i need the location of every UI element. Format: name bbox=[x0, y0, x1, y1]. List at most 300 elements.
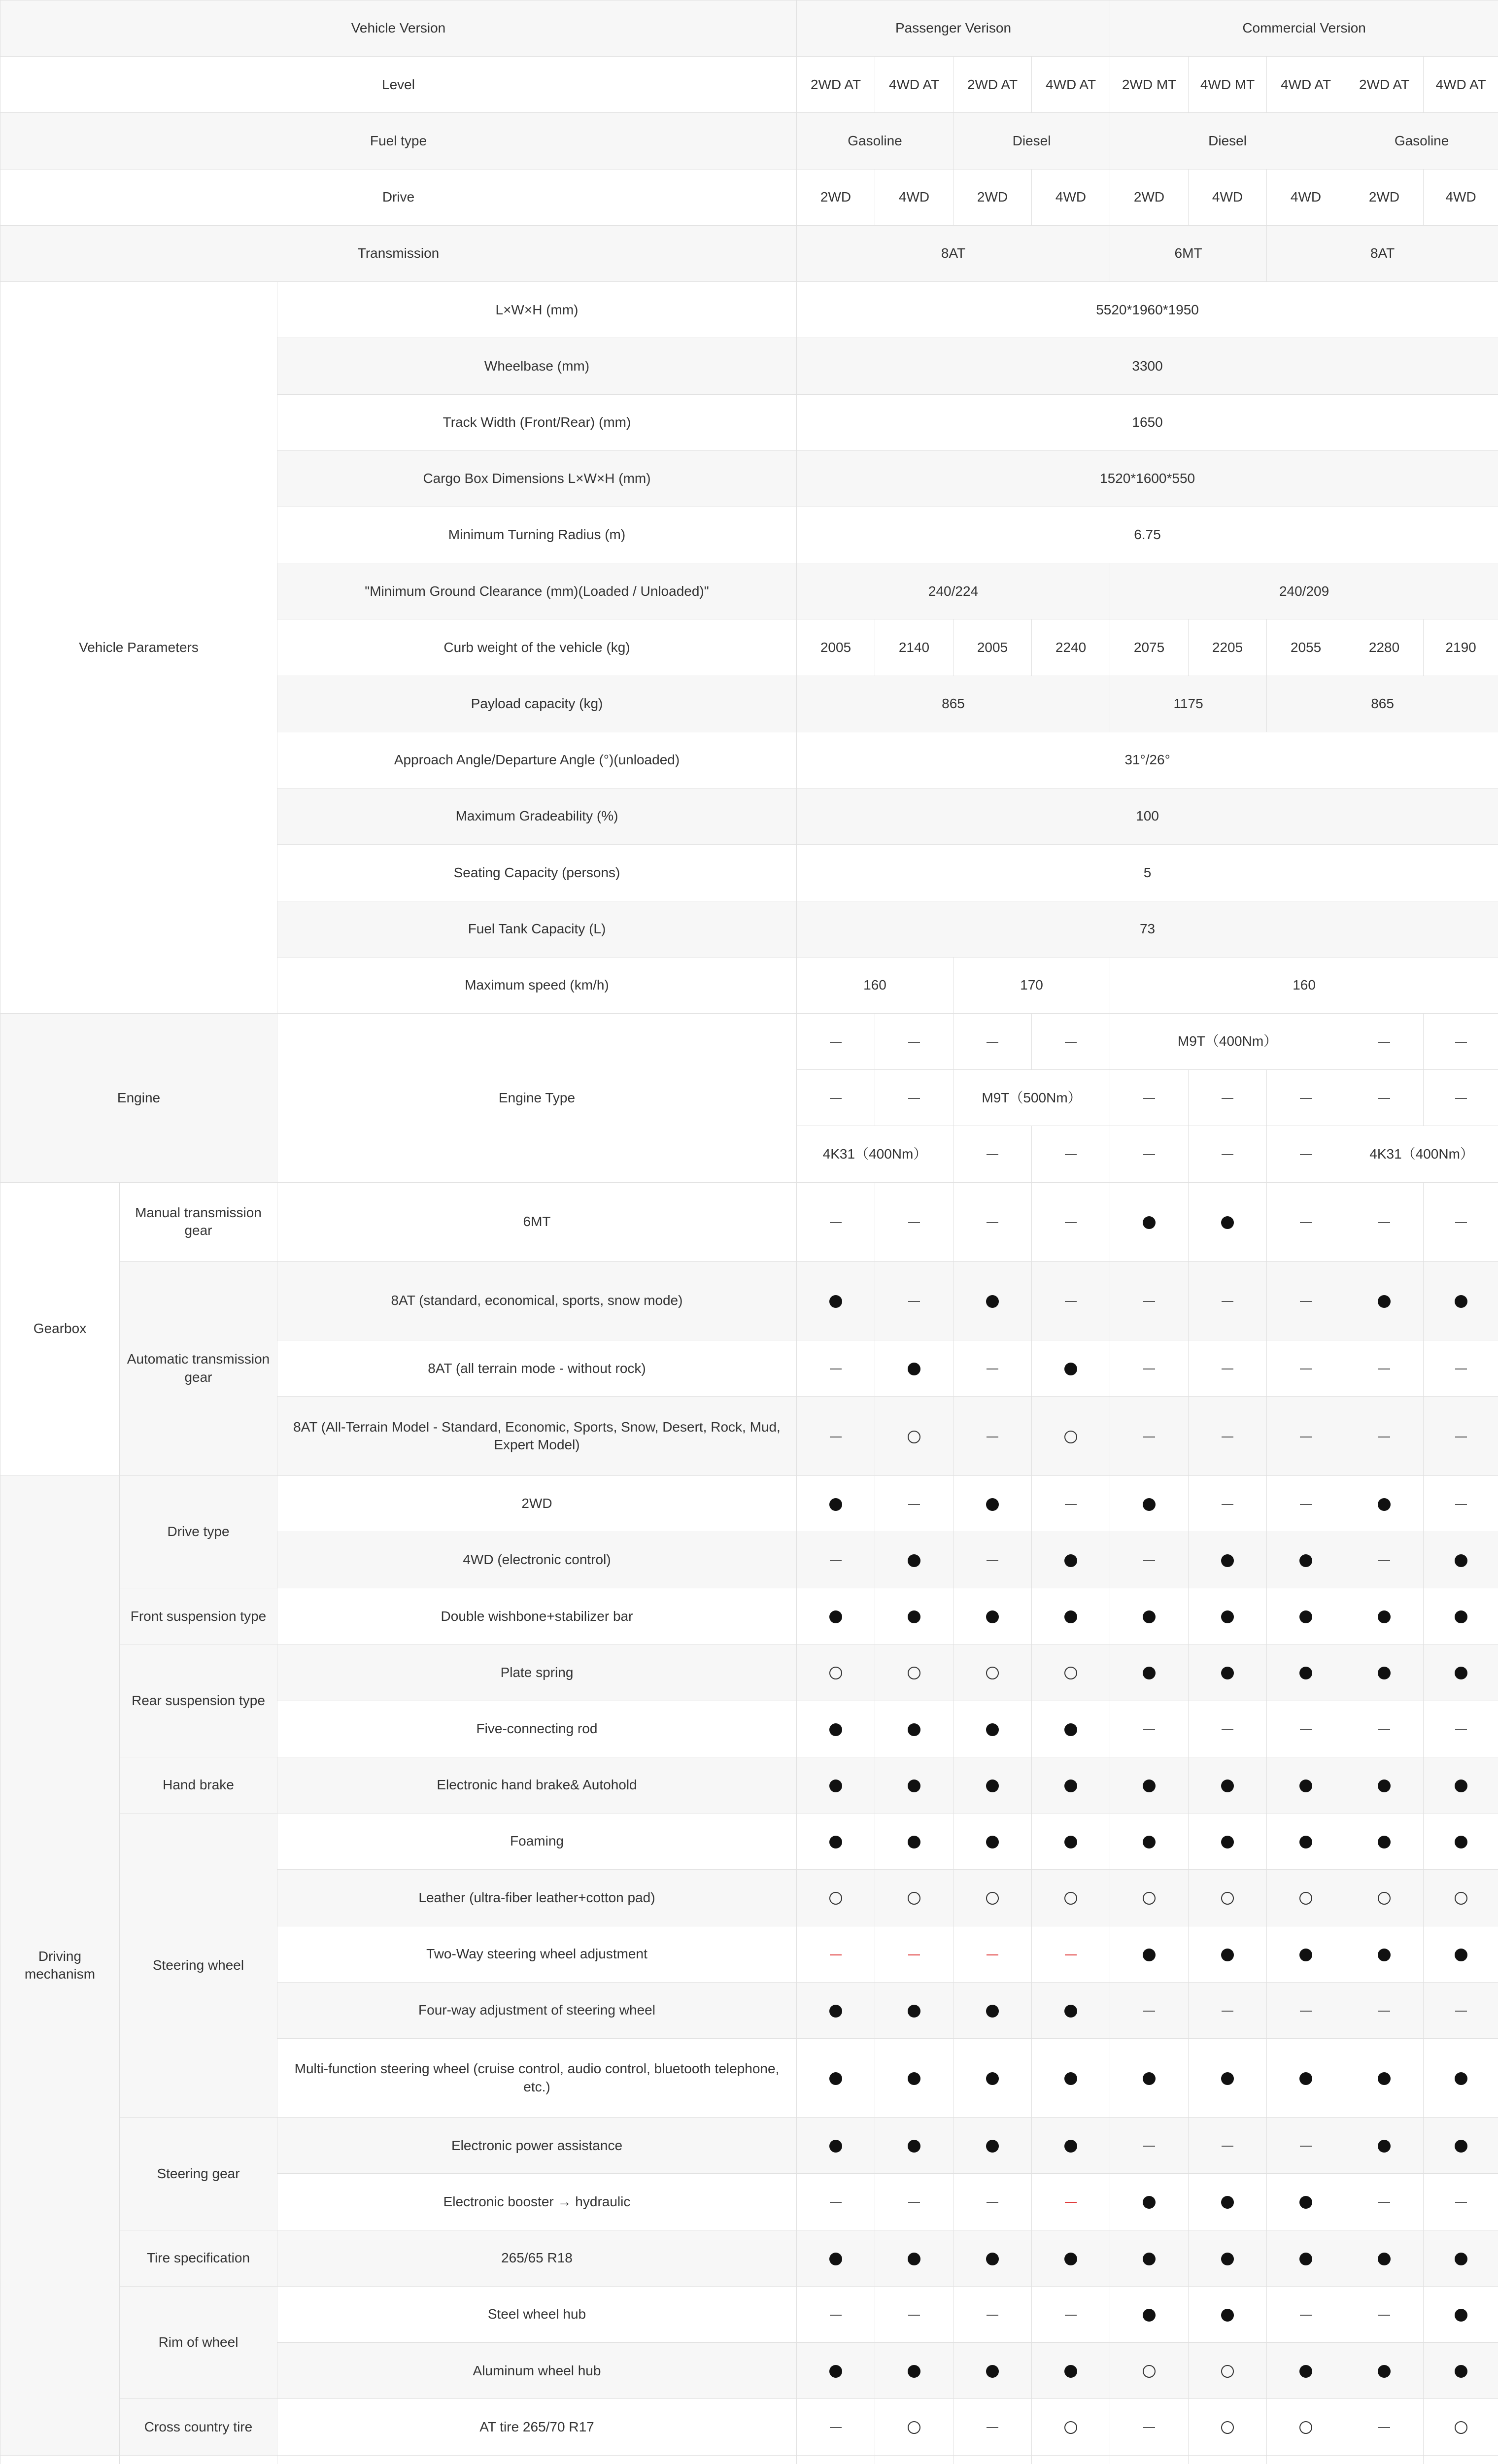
dash-icon bbox=[908, 1222, 920, 1223]
availability-cell bbox=[875, 1814, 953, 1870]
availability-cell bbox=[797, 1261, 875, 1340]
dash-icon bbox=[1345, 1013, 1424, 1069]
param-label: Approach Angle/Departure Angle (°)(unloaded) bbox=[277, 732, 797, 788]
rim-label: Rim of wheel bbox=[120, 2286, 277, 2398]
param-label: Seating Capacity (persons) bbox=[277, 845, 797, 901]
manual-gear-label: Manual transmission gear bbox=[120, 1182, 277, 1261]
param-value: 3300 bbox=[797, 338, 1498, 394]
level-cell: 4WD AT bbox=[1267, 57, 1345, 113]
circle-icon bbox=[1143, 2365, 1156, 2378]
fuel-cell: Gasoline bbox=[1345, 113, 1498, 169]
availability-cell bbox=[1267, 1644, 1345, 1701]
availability-cell bbox=[1189, 2455, 1267, 2464]
dot-icon bbox=[1143, 2072, 1156, 2085]
dash-icon bbox=[908, 1954, 920, 1955]
dot-icon bbox=[1455, 2072, 1467, 2085]
availability-cell bbox=[1189, 2230, 1267, 2286]
availability-cell bbox=[1424, 2038, 1498, 2117]
availability-cell bbox=[1424, 1757, 1498, 1813]
level-label: Level bbox=[0, 57, 797, 113]
availability-cell bbox=[1345, 1870, 1424, 1926]
dot-icon bbox=[1064, 1836, 1077, 1848]
fuel-row bbox=[0, 113, 1498, 169]
dot-icon bbox=[1221, 1554, 1234, 1567]
driving-row bbox=[0, 1644, 1498, 1701]
availability-cell bbox=[1267, 2455, 1345, 2464]
availability-cell bbox=[1189, 1397, 1267, 1475]
feature-label: Aluminum wheel hub bbox=[277, 2343, 797, 2399]
availability-cell bbox=[1110, 1475, 1189, 1532]
dash-icon bbox=[830, 2427, 842, 2428]
param-value: 6.75 bbox=[797, 507, 1498, 563]
availability-cell bbox=[797, 2174, 875, 2230]
dot-icon bbox=[1143, 1610, 1156, 1623]
dot-icon bbox=[1064, 2253, 1077, 2265]
feature-label: Double wishbone+stabilizer bar bbox=[277, 1588, 797, 1644]
circle-icon bbox=[1455, 1892, 1467, 1905]
availability-cell bbox=[1267, 1870, 1345, 1926]
dash-icon bbox=[830, 2202, 842, 2203]
param-value: 31°/26° bbox=[797, 732, 1498, 788]
dash-icon bbox=[1455, 2011, 1467, 2012]
level-cell: 4WD MT bbox=[1189, 57, 1267, 113]
availability-cell bbox=[1189, 1982, 1267, 2038]
dot-icon bbox=[1221, 1780, 1234, 1792]
availability-cell bbox=[1424, 1397, 1498, 1475]
availability-cell bbox=[1032, 2286, 1110, 2342]
availability-cell bbox=[1032, 1757, 1110, 1813]
param-value: 5520*1960*1950 bbox=[797, 282, 1498, 338]
engine-value: 4K31（400Nm） bbox=[1345, 1126, 1498, 1182]
dot-icon bbox=[829, 1836, 842, 1848]
steering-wheel-label: Steering wheel bbox=[120, 1814, 277, 2118]
transmission-cell: 8AT bbox=[797, 225, 1110, 281]
param-label: Track Width (Front/Rear) (mm) bbox=[277, 394, 797, 450]
rear-suspension-label: Rear suspension type bbox=[120, 1644, 277, 1757]
availability-cell bbox=[1110, 1982, 1189, 2038]
drive-cell: 4WD bbox=[1189, 169, 1267, 225]
dash-icon bbox=[875, 1013, 953, 1069]
availability-cell bbox=[953, 1182, 1032, 1261]
driving-row bbox=[0, 2230, 1498, 2286]
dot-icon bbox=[1143, 1949, 1156, 1961]
transmission-row bbox=[0, 225, 1498, 281]
dot-icon bbox=[1378, 1295, 1391, 1308]
front-suspension-label: Front suspension type bbox=[120, 1588, 277, 1644]
dash-icon bbox=[1189, 1070, 1267, 1126]
dot-icon bbox=[908, 2072, 920, 2085]
dot-icon bbox=[1455, 2365, 1467, 2378]
availability-cell bbox=[797, 1870, 875, 1926]
dash-icon bbox=[1300, 1504, 1312, 1505]
availability-cell bbox=[1424, 1340, 1498, 1397]
dot-icon bbox=[908, 2140, 920, 2153]
availability-cell bbox=[1189, 1261, 1267, 1340]
availability-cell bbox=[875, 2343, 953, 2399]
param-label: Fuel Tank Capacity (L) bbox=[277, 901, 797, 957]
dot-icon bbox=[1378, 1610, 1391, 1623]
availability-cell bbox=[1110, 1588, 1189, 1644]
circle-icon bbox=[829, 1892, 842, 1905]
dash-icon bbox=[1300, 1222, 1312, 1223]
fuel-label: Fuel type bbox=[0, 113, 797, 169]
dot-icon bbox=[1299, 1610, 1312, 1623]
fuel-cell: Gasoline bbox=[797, 113, 953, 169]
availability-cell bbox=[1424, 1701, 1498, 1757]
dash-icon bbox=[1189, 1126, 1267, 1182]
availability-cell bbox=[1345, 1757, 1424, 1813]
availability-cell bbox=[797, 1982, 875, 2038]
availability-cell bbox=[1345, 2343, 1424, 2399]
driving-row bbox=[0, 1814, 1498, 1870]
dash-icon bbox=[908, 1504, 920, 1505]
dot-icon bbox=[986, 1780, 999, 1792]
availability-cell bbox=[1189, 1814, 1267, 1870]
dot-icon bbox=[1455, 1554, 1467, 1567]
dot-icon bbox=[1455, 1949, 1467, 1961]
dash-icon bbox=[1455, 1504, 1467, 1505]
feature-label: Multi-function steering wheel (cruise control, audio control, bluetooth telephone, etc.) bbox=[277, 2038, 797, 2117]
dot-icon bbox=[829, 1723, 842, 1736]
param-row bbox=[0, 282, 1498, 338]
circle-icon bbox=[1455, 2421, 1467, 2434]
dash-icon bbox=[1267, 1126, 1345, 1182]
availability-cell bbox=[1110, 2343, 1189, 2399]
param-value: 2205 bbox=[1189, 619, 1267, 676]
feature-label: Five-connecting rod bbox=[277, 1701, 797, 1757]
availability-cell bbox=[875, 2230, 953, 2286]
availability-cell bbox=[953, 1757, 1032, 1813]
dot-icon bbox=[1455, 2309, 1467, 2322]
dot-icon bbox=[1299, 1949, 1312, 1961]
availability-cell bbox=[1110, 2118, 1189, 2174]
dot-icon bbox=[1064, 1610, 1077, 1623]
availability-cell bbox=[1189, 1340, 1267, 1397]
dash-icon bbox=[830, 1560, 842, 1561]
dot-icon bbox=[829, 2365, 842, 2378]
availability-cell bbox=[953, 1814, 1032, 1870]
availability-cell bbox=[1032, 1644, 1110, 1701]
availability-cell bbox=[953, 2230, 1032, 2286]
availability-cell bbox=[875, 1588, 953, 1644]
availability-cell bbox=[1345, 2455, 1424, 2464]
circle-icon bbox=[908, 1667, 920, 1679]
availability-cell bbox=[1345, 1182, 1424, 1261]
audio-group bbox=[0, 2455, 120, 2464]
availability-cell bbox=[1032, 1926, 1110, 1982]
availability-cell bbox=[1345, 1588, 1424, 1644]
availability-cell bbox=[953, 1870, 1032, 1926]
transmission-cell: 8AT bbox=[1267, 225, 1498, 281]
feature-label bbox=[277, 2455, 797, 2464]
param-label: Minimum Turning Radius (m) bbox=[277, 507, 797, 563]
availability-cell bbox=[1424, 1982, 1498, 2038]
param-value: 2005 bbox=[953, 619, 1032, 676]
dot-icon bbox=[829, 1295, 842, 1308]
availability-cell bbox=[1189, 1532, 1267, 1588]
dot-icon bbox=[1299, 1554, 1312, 1567]
engine-value: M9T（500Nm） bbox=[953, 1070, 1110, 1126]
transmission-label: Transmission bbox=[0, 225, 797, 281]
param-value: 2240 bbox=[1032, 619, 1110, 676]
availability-cell bbox=[1424, 2399, 1498, 2455]
driving-mechanism-group: Driving mechanism bbox=[0, 1475, 120, 2455]
drive-cell: 4WD bbox=[875, 169, 953, 225]
availability-cell bbox=[953, 2118, 1032, 2174]
dash-icon bbox=[1032, 1013, 1110, 1069]
dot-icon bbox=[829, 1780, 842, 1792]
circle-icon bbox=[1064, 1892, 1077, 1905]
availability-cell bbox=[1189, 2174, 1267, 2230]
drive-cell: 4WD bbox=[1267, 169, 1345, 225]
dot-icon bbox=[1064, 2365, 1077, 2378]
availability-cell bbox=[1267, 1926, 1345, 1982]
availability-cell bbox=[797, 2038, 875, 2117]
availability-cell bbox=[1424, 1475, 1498, 1532]
circle-icon bbox=[829, 1667, 842, 1679]
tire-spec-label: Tire specification bbox=[120, 2230, 277, 2286]
param-label: Cargo Box Dimensions L×W×H (mm) bbox=[277, 450, 797, 507]
availability-cell bbox=[953, 2399, 1032, 2455]
dot-icon bbox=[1299, 2196, 1312, 2209]
availability-cell bbox=[953, 1397, 1032, 1475]
dash-icon bbox=[1300, 2315, 1312, 2316]
drive-cell: 4WD bbox=[1032, 169, 1110, 225]
dot-icon bbox=[1221, 2253, 1234, 2265]
dash-icon bbox=[1143, 2427, 1155, 2428]
dash-icon bbox=[1065, 1222, 1077, 1223]
vehicle-version-label: Vehicle Version bbox=[0, 0, 797, 57]
drive-cell: 4WD bbox=[1424, 169, 1498, 225]
availability-cell bbox=[1110, 2230, 1189, 2286]
param-value: 73 bbox=[797, 901, 1498, 957]
dot-icon bbox=[1064, 1554, 1077, 1567]
dot-icon bbox=[1299, 1780, 1312, 1792]
availability-cell bbox=[797, 2455, 875, 2464]
dot-icon bbox=[1378, 1780, 1391, 1792]
dot-icon bbox=[1221, 1667, 1234, 1679]
level-cell: 2WD MT bbox=[1110, 57, 1189, 113]
availability-cell bbox=[1345, 2399, 1424, 2455]
availability-cell bbox=[1032, 1814, 1110, 1870]
availability-cell bbox=[1189, 1926, 1267, 1982]
param-label: Maximum speed (km/h) bbox=[277, 957, 797, 1013]
feature-label: Electronic booster → hydraulic bbox=[277, 2174, 797, 2230]
dot-icon bbox=[1455, 1667, 1467, 1679]
level-cell: 2WD AT bbox=[953, 57, 1032, 113]
availability-cell bbox=[1110, 1701, 1189, 1757]
availability-cell bbox=[1267, 2343, 1345, 2399]
availability-cell bbox=[1345, 2038, 1424, 2117]
circle-icon bbox=[1299, 1892, 1312, 1905]
availability-cell bbox=[875, 2286, 953, 2342]
availability-cell bbox=[1424, 1814, 1498, 1870]
dash-icon bbox=[1378, 2315, 1390, 2316]
availability-cell bbox=[1267, 1701, 1345, 1757]
availability-cell bbox=[1032, 1261, 1110, 1340]
availability-cell bbox=[1424, 1532, 1498, 1588]
dash-icon bbox=[1300, 2146, 1312, 2147]
param-value: 240/224 bbox=[797, 563, 1110, 619]
driving-row bbox=[0, 2118, 1498, 2174]
availability-cell bbox=[1110, 1340, 1189, 1397]
dash-icon bbox=[1065, 2202, 1077, 2203]
availability-cell bbox=[1424, 2455, 1498, 2464]
availability-cell bbox=[1189, 1182, 1267, 1261]
availability-cell bbox=[875, 1926, 953, 1982]
dash-icon bbox=[953, 1126, 1032, 1182]
dash-icon bbox=[1222, 2146, 1233, 2147]
availability-cell bbox=[953, 1701, 1032, 1757]
availability-cell bbox=[1345, 1644, 1424, 1701]
availability-cell bbox=[953, 2343, 1032, 2399]
circle-icon bbox=[908, 1431, 920, 1443]
dot-icon bbox=[1064, 1723, 1077, 1736]
dash-icon bbox=[1222, 1504, 1233, 1505]
dash-icon bbox=[1267, 1070, 1345, 1126]
dot-icon bbox=[1221, 1836, 1234, 1848]
availability-cell bbox=[1110, 1757, 1189, 1813]
circle-icon bbox=[986, 1892, 999, 1905]
availability-cell bbox=[1267, 1182, 1345, 1261]
availability-cell bbox=[875, 2118, 953, 2174]
availability-cell bbox=[1424, 1182, 1498, 1261]
availability-cell bbox=[1189, 1475, 1267, 1532]
availability-cell bbox=[797, 1532, 875, 1588]
circle-icon bbox=[908, 2421, 920, 2434]
availability-cell bbox=[1032, 1701, 1110, 1757]
availability-cell bbox=[875, 1261, 953, 1340]
engine-value: 4K31（400Nm） bbox=[797, 1126, 953, 1182]
dash-icon bbox=[797, 1013, 875, 1069]
dash-icon bbox=[953, 1013, 1032, 1069]
availability-cell bbox=[797, 2399, 875, 2455]
availability-cell bbox=[797, 1588, 875, 1644]
dash-icon bbox=[1455, 1222, 1467, 1223]
availability-cell bbox=[953, 2038, 1032, 2117]
availability-cell bbox=[1189, 1870, 1267, 1926]
availability-cell bbox=[1110, 1397, 1189, 1475]
engine-row bbox=[0, 1013, 1498, 1069]
param-label: Wheelbase (mm) bbox=[277, 338, 797, 394]
availability-cell bbox=[1110, 1182, 1189, 1261]
dot-icon bbox=[908, 1780, 920, 1792]
availability-cell bbox=[1110, 2286, 1189, 2342]
circle-icon bbox=[1221, 2421, 1234, 2434]
param-value: 100 bbox=[797, 788, 1498, 845]
availability-cell bbox=[1032, 1982, 1110, 2038]
dash-icon bbox=[987, 2315, 998, 2316]
dash-icon bbox=[1455, 2202, 1467, 2203]
availability-cell bbox=[1032, 1182, 1110, 1261]
dash-icon bbox=[830, 2315, 842, 2316]
dot-icon bbox=[829, 1498, 842, 1511]
availability-cell bbox=[1032, 2455, 1110, 2464]
availability-cell bbox=[875, 1532, 953, 1588]
availability-cell bbox=[1424, 1644, 1498, 1701]
param-value: 2005 bbox=[797, 619, 875, 676]
availability-cell bbox=[1032, 2118, 1110, 2174]
dot-icon bbox=[1143, 2253, 1156, 2265]
transmission-cell: 6MT bbox=[1110, 225, 1267, 281]
param-label: "Minimum Ground Clearance (mm)(Loaded / Unloaded)" bbox=[277, 563, 797, 619]
dot-icon bbox=[908, 2253, 920, 2265]
availability-cell bbox=[1032, 2230, 1110, 2286]
drive-cell: 2WD bbox=[797, 169, 875, 225]
availability-cell bbox=[953, 1982, 1032, 2038]
feature-label: Steel wheel hub bbox=[277, 2286, 797, 2342]
dot-icon bbox=[1064, 2005, 1077, 2018]
dot-icon bbox=[908, 1836, 920, 1848]
availability-cell bbox=[797, 2286, 875, 2342]
param-value: 2075 bbox=[1110, 619, 1189, 676]
dash-icon bbox=[1378, 1222, 1390, 1223]
param-value: 240/209 bbox=[1110, 563, 1498, 619]
dash-icon bbox=[1424, 1013, 1498, 1069]
hand-brake-label: Hand brake bbox=[120, 1757, 277, 1813]
dot-icon bbox=[829, 2005, 842, 2018]
dot-icon bbox=[1455, 1836, 1467, 1848]
feature-label: Plate spring bbox=[277, 1644, 797, 1701]
availability-cell bbox=[1110, 1926, 1189, 1982]
dot-icon bbox=[1143, 1667, 1156, 1679]
availability-cell bbox=[953, 1261, 1032, 1340]
dot-icon bbox=[1378, 2140, 1391, 2153]
dash-icon bbox=[1300, 1729, 1312, 1730]
circle-icon bbox=[1221, 2365, 1234, 2378]
dash-icon bbox=[1110, 1126, 1189, 1182]
dash-icon bbox=[1378, 1560, 1390, 1561]
param-value: 2190 bbox=[1424, 619, 1498, 676]
dot-icon bbox=[1455, 1295, 1467, 1308]
audio-row bbox=[0, 2455, 1498, 2464]
availability-cell bbox=[1110, 1261, 1189, 1340]
param-value: 865 bbox=[797, 676, 1110, 732]
availability-cell bbox=[1267, 1340, 1345, 1397]
availability-cell bbox=[1345, 1814, 1424, 1870]
dot-icon bbox=[1299, 2365, 1312, 2378]
auto-gear-label: Automatic transmission gear bbox=[120, 1261, 277, 1475]
availability-cell bbox=[1345, 2118, 1424, 2174]
availability-cell bbox=[1110, 1870, 1189, 1926]
feature-label: Electronic power assistance bbox=[277, 2118, 797, 2174]
availability-cell bbox=[1032, 1340, 1110, 1397]
level-cell: 4WD AT bbox=[1032, 57, 1110, 113]
dash-icon bbox=[987, 1560, 998, 1561]
availability-cell bbox=[875, 1182, 953, 1261]
fuel-cell: Diesel bbox=[1110, 113, 1345, 169]
availability-cell bbox=[1267, 2038, 1345, 2117]
availability-cell bbox=[1267, 1261, 1345, 1340]
steering-gear-label: Steering gear bbox=[120, 2118, 277, 2230]
availability-cell bbox=[1267, 1532, 1345, 1588]
availability-cell bbox=[1267, 1475, 1345, 1532]
availability-cell bbox=[875, 2038, 953, 2117]
feature-label: 4WD (electronic control) bbox=[277, 1532, 797, 1588]
availability-cell bbox=[1345, 2174, 1424, 2230]
param-value: 1175 bbox=[1110, 676, 1267, 732]
feature-label: Four-way adjustment of steering wheel bbox=[277, 1982, 797, 2038]
dash-icon bbox=[1378, 2202, 1390, 2203]
dash-icon bbox=[1143, 2011, 1155, 2012]
feature-label: 2WD bbox=[277, 1475, 797, 1532]
availability-cell bbox=[1267, 1397, 1345, 1475]
availability-cell bbox=[1189, 2286, 1267, 2342]
availability-cell bbox=[1110, 2399, 1189, 2455]
availability-cell bbox=[797, 1926, 875, 1982]
level-cell: 4WD AT bbox=[875, 57, 953, 113]
engine-group: Engine bbox=[0, 1013, 277, 1182]
